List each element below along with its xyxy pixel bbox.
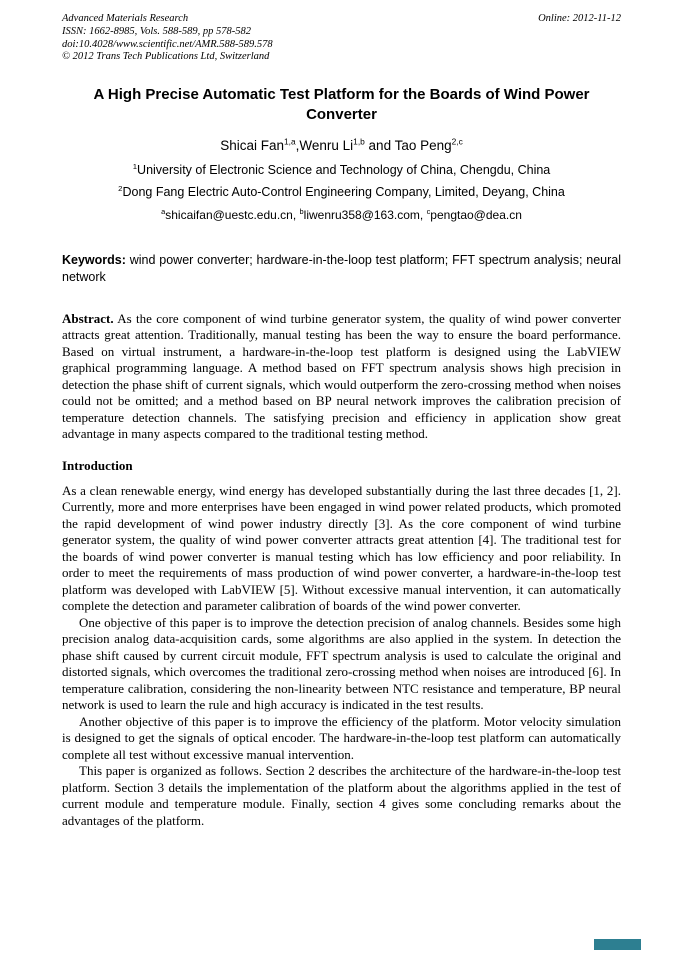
email-separator: , bbox=[419, 207, 427, 222]
affiliation-2-sup: 2 bbox=[118, 183, 123, 193]
abstract-block bbox=[62, 311, 621, 443]
affiliation-2-text: Dong Fang Electric Auto-Control Engineering Company, Limited, Deyang, China bbox=[122, 184, 565, 199]
journal-name: Advanced Materials Research bbox=[62, 13, 189, 24]
online-date: Online: 2012-11-12 bbox=[538, 13, 621, 24]
author-separator: , bbox=[295, 137, 300, 153]
affiliation-2 bbox=[62, 185, 621, 199]
author-2-sup: 1,b bbox=[353, 136, 365, 147]
affiliation-1 bbox=[62, 163, 621, 177]
email-a: $^a$shicaifan@uestc.edu.cn, bbox=[161, 206, 300, 222]
journal-header bbox=[62, 13, 621, 64]
introduction-paragraph-4: This paper is organized as follows. Section 2 describes the architecture of the hardware-in-the-loop test platform. Section 3 details the implementation of the platform about the algorithms applied in the test of current module and temperature module. Finally, section 4 gives some concluding remarks about the advantages of the platform. bbox=[62, 763, 621, 828]
introduction-paragraph-3: Another objective of this paper is to improve the efficiency of the platform. Motor velocity simulation is designed to get the signals of optical encoder. The hardware-in-the-loop test platform can automatically complete all test without excessive manual intervention. bbox=[62, 713, 621, 762]
journal-info bbox=[62, 13, 273, 64]
email-c-sup: c bbox=[426, 206, 431, 216]
email-b-sup: b bbox=[299, 206, 304, 216]
email-b: $^b$liwenru358@163.com, bbox=[299, 206, 427, 222]
email-a-sup: a bbox=[161, 206, 166, 216]
author-2: Wenru Li$^{1,b}$ and bbox=[299, 136, 395, 153]
doi-line: doi:10.4028/www.scientific.net/AMR.588-589.578 bbox=[62, 38, 273, 50]
introduction-paragraph-1: As a clean renewable energy, wind energy has developed substantially during the last three decades [1, 2]. Currently, more and more enterprises have been engaged in wind power related products, which promoted the rapid development of wind power industry directly [3]. As the core component of wind turbine generator system, the quality of wind power converter attracts great attention [4]. The traditional test for the boards of wind power converter is manual testing which has low efficiency and poor reliability. In order to meet the requirements of mass production of wind power converter, a hardware-in-the-loop test platform was developed with LabVIEW [5]. Without excessive manual intervention, it can automatically complete the detection and parameter calibration of boards of the wind power converter. bbox=[62, 482, 621, 614]
abstract-text: As the core component of wind turbine generator system, the quality of wind power converter attracts great attention. Traditionally, manual testing has been the way to ensure the board performance. Based on virtual instrument, a hardware-in-the-loop test platform is designed using the LabVIEW graphical programming language. A method based on FFT spectrum analysis shows high precision in detection the phase shift of current signals, which would outperform the zero-crossing method when noises could not be omitted; and a method based on BP neural network improves the calibration precision of temperature detection channels. The satisfying precision and efficiency in application show great advantage in many aspects compared to the traditional testing method. bbox=[62, 310, 621, 442]
paper-title: A High Precise Automatic Test Platform for the Boards of Wind Power Converter bbox=[93, 86, 590, 124]
emails-line bbox=[62, 208, 621, 222]
affiliation-1-text: University of Electronic Science and Technology of China, Chengdu, China bbox=[137, 162, 551, 177]
author-3: Tao Peng$^{2,c}$ bbox=[394, 136, 463, 153]
author-1-sup: 1,a bbox=[284, 136, 296, 147]
keywords-label: Keywords: bbox=[62, 252, 126, 267]
copyright-line: © 2012 Trans Tech Publications Ltd, Switzerland bbox=[62, 51, 270, 63]
email-separator: , bbox=[292, 207, 300, 222]
introduction-heading: Introduction bbox=[62, 457, 133, 473]
abstract-label: Abstract. bbox=[62, 310, 114, 326]
author-1: Shicai Fan$^{1,a}$, bbox=[220, 136, 300, 153]
issn-line: ISSN: 1662-8985, Vols. 588-589, pp 578-582 bbox=[62, 25, 251, 37]
email-c: $^c$pengtao@dea.cn bbox=[426, 206, 522, 222]
publisher-logo-mark bbox=[594, 939, 641, 950]
author-3-sup: 2,c bbox=[451, 136, 463, 147]
author-separator: and bbox=[364, 137, 395, 153]
keywords-block bbox=[62, 252, 621, 287]
keywords-text: wind power converter; hardware-in-the-loop test platform; FFT spectrum analysis; neural network bbox=[62, 252, 621, 285]
affiliation-1-sup: 1 bbox=[132, 161, 138, 171]
introduction-paragraph-2: One objective of this paper is to improve the detection precision of analog channels. Besides some high precision analog data-acquisition cards, some algorithms are also applied in the system. In detection the phase shift caused by current circuit module, FFT spectrum analysis is used to calculate the original and distorted signals, which overcomes the traditional zero-crossing method when noises are introduced [6]. In temperature calibration, considering the non-linearity between NTC resistance and temperature, BP neural network is used to learn the rule and high accuracy is indicated in the test results. bbox=[62, 614, 621, 713]
authors-line bbox=[62, 138, 621, 153]
